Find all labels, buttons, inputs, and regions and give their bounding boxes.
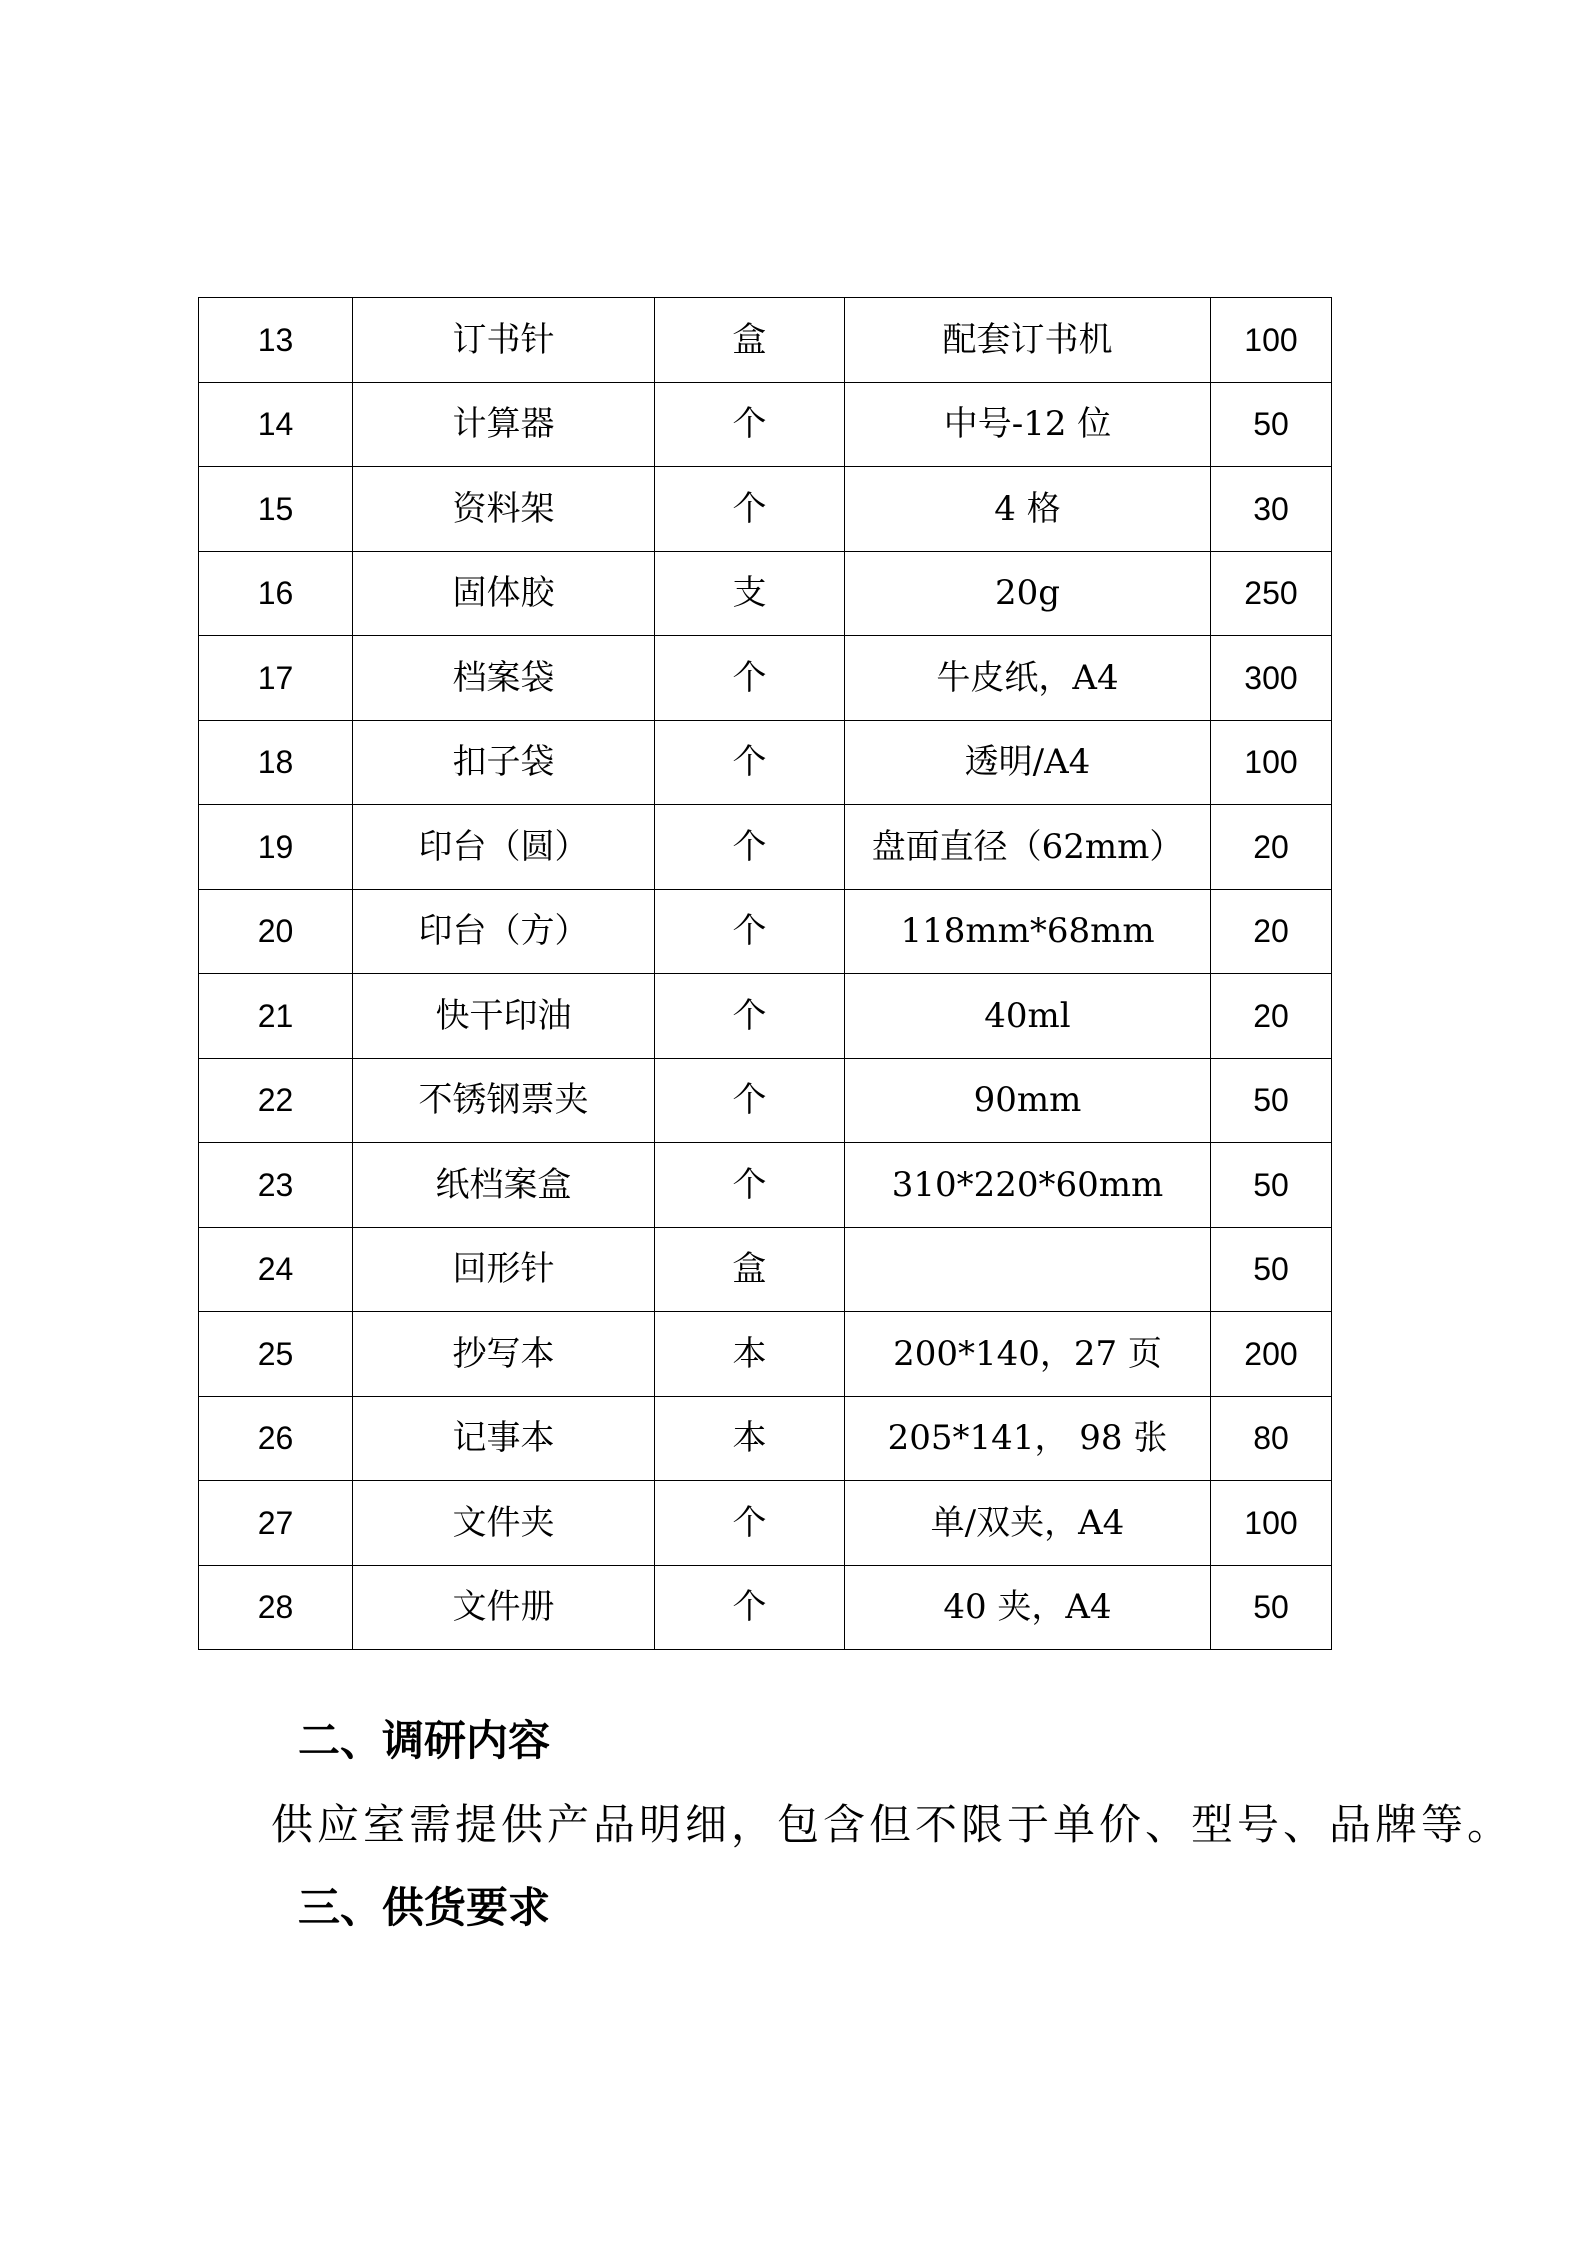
table-row [199,636,1332,721]
item-spec [845,1227,1211,1312]
item-number: 14 [199,382,353,467]
item-quantity: 100 [1211,1481,1332,1566]
table-row [199,1058,1332,1143]
item-quantity: 50 [1211,1227,1332,1312]
item-quantity: 50 [1211,1143,1332,1228]
items-table [198,297,1332,1650]
item-spec: 40ml [845,974,1211,1059]
item-spec: 118mm*68mm [845,889,1211,974]
items-table-body [199,298,1332,1650]
item-number: 21 [199,974,353,1059]
item-unit: 个 [655,974,845,1059]
item-name: 资料架 [353,467,655,552]
table-row [199,974,1332,1059]
item-quantity: 100 [1211,298,1332,383]
item-spec: 盘面直径（62mm） [845,805,1211,890]
item-number: 22 [199,1058,353,1143]
item-quantity: 30 [1211,467,1332,552]
item-unit: 个 [655,1058,845,1143]
item-unit: 个 [655,467,845,552]
item-quantity: 300 [1211,636,1332,721]
research-paragraph: 供应室需提供产品明细，包含但不限于单价、型号、品牌等。 [271,1800,1514,1849]
item-name: 文件夹 [353,1481,655,1566]
item-number: 24 [199,1227,353,1312]
table-row [199,1227,1332,1312]
item-quantity: 100 [1211,720,1332,805]
table-row [199,805,1332,890]
item-unit: 本 [655,1396,845,1481]
table-row [199,1481,1332,1566]
item-name: 印台（方） [353,889,655,974]
item-number: 17 [199,636,353,721]
item-name: 印台（圆） [353,805,655,890]
item-spec: 透明/A4 [845,720,1211,805]
item-spec: 200*140，27 页 [845,1312,1211,1397]
item-unit: 本 [655,1312,845,1397]
item-unit: 个 [655,1481,845,1566]
item-quantity: 200 [1211,1312,1332,1397]
item-unit: 支 [655,551,845,636]
item-unit: 个 [655,720,845,805]
item-spec: 中号-12 位 [845,382,1211,467]
item-number: 13 [199,298,353,383]
item-number: 18 [199,720,353,805]
item-name: 抄写本 [353,1312,655,1397]
item-name: 快干印油 [353,974,655,1059]
item-unit: 个 [655,1565,845,1650]
item-spec: 310*220*60mm [845,1143,1211,1228]
item-unit: 个 [655,889,845,974]
item-number: 25 [199,1312,353,1397]
item-quantity: 20 [1211,974,1332,1059]
item-number: 28 [199,1565,353,1650]
item-number: 16 [199,551,353,636]
item-name: 档案袋 [353,636,655,721]
item-spec: 牛皮纸，A4 [845,636,1211,721]
item-number: 20 [199,889,353,974]
item-spec: 单/双夹，A4 [845,1481,1211,1566]
item-name: 扣子袋 [353,720,655,805]
item-name: 固体胶 [353,551,655,636]
table-row [199,298,1332,383]
item-name: 订书针 [353,298,655,383]
item-number: 15 [199,467,353,552]
table-row [199,1396,1332,1481]
item-name: 计算器 [353,382,655,467]
item-unit: 盒 [655,1227,845,1312]
item-unit: 盒 [655,298,845,383]
item-number: 27 [199,1481,353,1566]
item-quantity: 250 [1211,551,1332,636]
item-spec: 40 夹，A4 [845,1565,1211,1650]
table-row [199,382,1332,467]
supply-heading: 三、供货要求 [298,1883,551,1932]
item-unit: 个 [655,805,845,890]
item-unit: 个 [655,382,845,467]
table-row [199,1565,1332,1650]
item-quantity: 50 [1211,1058,1332,1143]
item-spec: 4 格 [845,467,1211,552]
item-number: 26 [199,1396,353,1481]
table-row [199,889,1332,974]
item-quantity: 50 [1211,382,1332,467]
item-name: 回形针 [353,1227,655,1312]
item-unit: 个 [655,636,845,721]
item-name: 纸档案盒 [353,1143,655,1228]
table-row [199,1312,1332,1397]
item-name: 不锈钢票夹 [353,1058,655,1143]
item-quantity: 80 [1211,1396,1332,1481]
table-row [199,467,1332,552]
table-row [199,720,1332,805]
item-spec: 90mm [845,1058,1211,1143]
item-unit: 个 [655,1143,845,1228]
item-number: 19 [199,805,353,890]
item-quantity: 50 [1211,1565,1332,1650]
item-name: 文件册 [353,1565,655,1650]
research-heading: 二、调研内容 [298,1716,551,1765]
item-name: 记事本 [353,1396,655,1481]
item-spec: 20g [845,551,1211,636]
table-row [199,1143,1332,1228]
item-quantity: 20 [1211,889,1332,974]
item-spec: 205*141， 98 张 [845,1396,1211,1481]
item-number: 23 [199,1143,353,1228]
table-row [199,551,1332,636]
item-quantity: 20 [1211,805,1332,890]
item-spec: 配套订书机 [845,298,1211,383]
